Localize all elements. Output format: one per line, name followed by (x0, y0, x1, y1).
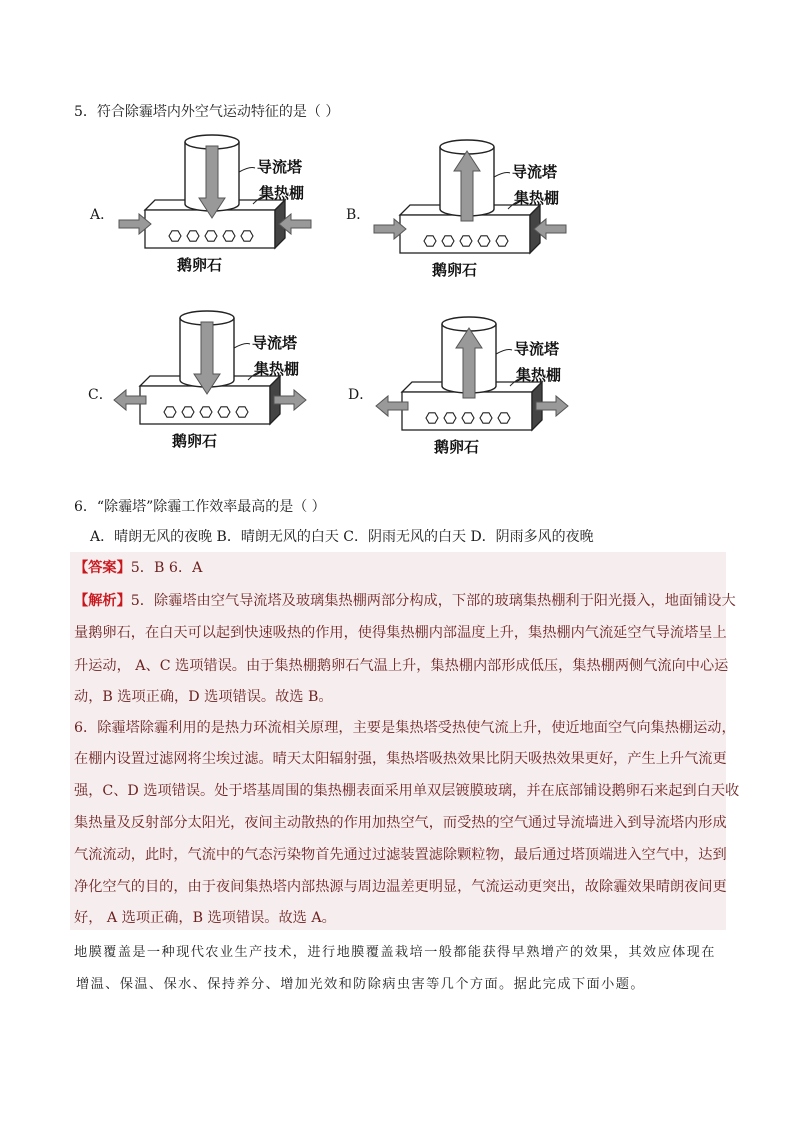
pebble (236, 407, 248, 417)
diagram-b (370, 133, 590, 293)
stones-label: 鹅卵石 (177, 256, 223, 274)
shed-label: 集热棚 (514, 189, 560, 207)
analysis-line: 6．除霾塔除霾利用的是热力环流相关原理，主要是集热塔受热使气流上升，使近地面空气向集热棚运动， (74, 720, 736, 736)
stones-label: 鹅卵石 (432, 261, 478, 279)
pebble (460, 236, 472, 246)
pebble (223, 231, 235, 241)
pebble (426, 413, 438, 423)
q5-option-c-label: C． (88, 387, 113, 403)
analysis-line: 净化空气的目的，由于夜间集热塔内部热源与周边温差更明显，气流运动更突出，故除霾效果晴朗夜间更 (74, 879, 727, 895)
tower-diagram (110, 304, 330, 464)
pebble (164, 407, 176, 417)
diagram-d (372, 310, 592, 470)
analysis-line-1 (74, 590, 736, 610)
pebble (205, 231, 217, 241)
diagram-c (110, 304, 330, 464)
pebble (444, 413, 456, 423)
pebble (218, 407, 230, 417)
tower-leader (234, 344, 250, 349)
answer-tag: 【答案】 (74, 560, 131, 576)
tower-diagram (372, 310, 592, 470)
q6-stem: 6．“除霾塔”除霾工作效率最高的是（ ） (74, 499, 326, 515)
tower-leader (496, 350, 512, 355)
tower-leader (239, 168, 255, 173)
pebble (496, 236, 508, 246)
pebble (200, 407, 212, 417)
analysis-line: 好， A 选项正确，B 选项错误。故选 A。 (74, 910, 336, 926)
answer-text: 5．B 6．A (130, 560, 203, 576)
tower-label: 导流塔 (514, 340, 560, 358)
shed-label: 集热棚 (254, 360, 300, 378)
intro-line: 地膜覆盖是一种现代农业生产技术，进行地膜覆盖栽培一般都能获得早熟增产的效果，其效应体现在 (74, 945, 716, 960)
analysis-line: 动，B 选项正确，D 选项错误。故选 B。 (74, 689, 333, 705)
intro-line: 增温、保温、保水、保持养分、增加光效和防除病虫害等几个方面。据此完成下面小题。 (76, 977, 645, 992)
q5-stem: 5．符合除霾塔内外空气运动特征的是（ ） (74, 104, 340, 120)
q5-option-d-label: D． (348, 387, 374, 403)
pebble (182, 407, 194, 417)
pebble (241, 231, 253, 241)
tower-diagram (370, 133, 590, 293)
pebble (498, 413, 510, 423)
tower-label: 导流塔 (257, 158, 303, 176)
answer-line (74, 557, 202, 577)
tower-diagram (115, 128, 335, 288)
pebble (478, 236, 490, 246)
analysis-line: 强，C、D 选项错误。处于塔基周围的集热棚表面采用单双层镀膜玻璃，并在底部铺设鹅卵石来起到白天收 (74, 783, 740, 799)
pebble (424, 236, 436, 246)
pebble (169, 231, 181, 241)
shed-label: 集热棚 (516, 366, 562, 384)
analysis-text-0: 5．除霾塔由空气导流塔及玻璃集热棚两部分构成，下部的玻璃集热棚利于阳光摄入，地面铺设大 (130, 593, 736, 609)
analysis-line: 量鹅卵石，在白天可以起到快速吸热的作用，使得集热棚内部温度上升，集热棚内气流延空气导流塔呈上 (74, 625, 727, 641)
stones-label: 鹅卵石 (172, 432, 218, 450)
tower-label: 导流塔 (512, 163, 558, 181)
shed-label: 集热棚 (259, 184, 305, 202)
pebble (187, 231, 199, 241)
q5-option-a-label: A． (90, 207, 115, 223)
tower-label: 导流塔 (252, 334, 298, 352)
stones-label: 鹅卵石 (434, 438, 480, 456)
q6-options: A．晴朗无风的夜晚 B．晴朗无风的白天 C．阴雨无风的白天 D．阴雨多风的夜晚 (90, 529, 594, 545)
diagram-a (115, 128, 335, 288)
q5-option-b-label: B． (346, 207, 371, 223)
pebble (442, 236, 454, 246)
analysis-tag: 【解析】 (74, 593, 131, 609)
tower-leader (494, 173, 510, 178)
pebble (480, 413, 492, 423)
analysis-line: 气流流动，此时，气流中的气态污染物首先通过过滤装置滤除颗粒物，最后通过塔顶端进入空气中，达到 (74, 847, 727, 863)
analysis-line: 在棚内设置过滤网将尘埃过滤。晴天太阳辐射强，集热塔吸热效果比阴天吸热效果更好，产生上升气流更 (74, 751, 727, 767)
pebble (462, 413, 474, 423)
analysis-line: 升运动， A、C 选项错误。由于集热棚鹅卵石气温上升，集热棚内部形成低压，集热棚两侧气流向中心运 (74, 658, 729, 674)
analysis-line: 集热量及反射部分太阳光，夜间主动散热的作用加热空气，而受热的空气通过导流墙进入到导流塔内形成 (74, 815, 727, 831)
